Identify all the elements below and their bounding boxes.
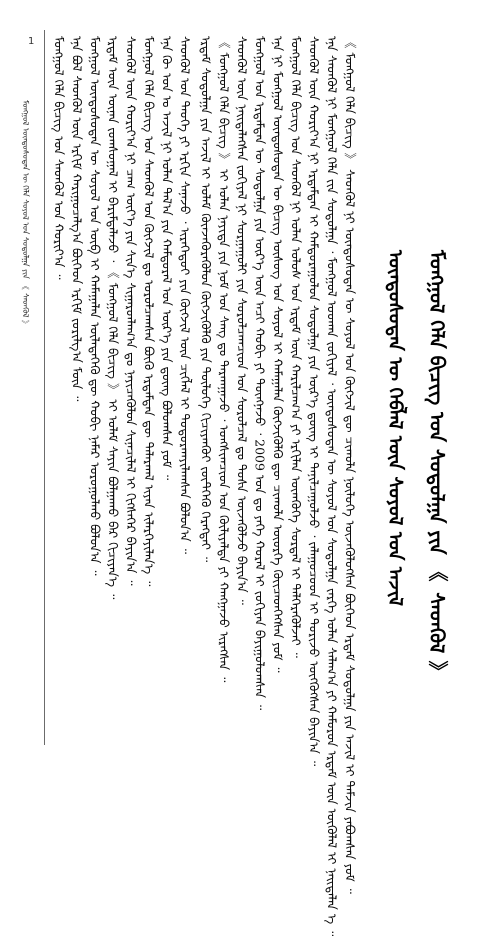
body-line-6: ᠮᠣᠩᠭᠣᠯ ᠤᠨ ᠡᠷᠳᠡᠮᠲᠡᠨ ᠦ ᠰᠤᠳᠤᠯᠭᠠ ᠶᠢᠨ ᠦᠷ᠎ᠡ ᠦᠨ ᠠᠴᠢ ᠬᠤᠪᠢ ᠶᠢ ᠳᠦᠩᠨᠡᠵᠦ ᠂ 2009 ᠣᠨ ᠳᠤ ᠶᠡᠬᠡ ᠬᠤᠷᠠᠯ ᠢ ᠵᠣᠬᠢᠶᠠᠨ ᠪᠠᠶᠢᠭᠤᠯᠤᠭᠰᠠᠨ ᠃ — [252, 36, 268, 711]
body-line-8: 《 ᠮᠣᠩᠭᠣᠯ ᠬᠡᠯᠡ ᠪᠢᠴᠢᠭ 》 ᠢ ᠣᠯᠠᠨ ᠨᠡᠶᠢᠲᠡ ᠶᠢᠨ ᠨᠣᠮ ᠤᠨ ᠰᠠᠩ ᠳᠤ ᠲᠠᠷᠬᠠᠭᠠᠵᠤ ᠂ ᠤᠩᠰᠢᠭᠴᠢᠳ ᠤᠨ ᠬᠦᠯᠢᠶᠡᠯᠲᠡ ᠶᠢ ᠬᠠᠩᠭᠠᠵᠤ ᠢᠷᠡᠭᠰᠡᠨ ᠃ — [216, 36, 232, 683]
body-line-12: ᠮᠣᠩᠭᠣᠯ ᠬᠡᠯᠡ ᠪᠢᠴᠢᠭ ᠤᠨ ᠰᠡᠳᠬᠦᠯ ᠤᠨ ᠬᠥᠭᠵᠢᠯ ᠳᠤ ᠣᠷᠤᠯᠴᠠᠭᠰᠠᠨ ᠪᠦᠬᠦ ᠡᠷᠳᠡᠮᠲᠡᠨ ᠳᠦ ᠲᠠᠯᠠᠷᠬᠠᠯ ᠢᠶᠡᠨ ᠢᠯᠡᠷᠬᠡᠶᠢᠯᠡᠨ᠎ᠡ ᠃ — [141, 36, 157, 587]
body-line-14: ᠡᠷᠳᠡᠮ ᠦᠨ ᠦᠨᠡᠨ ᠵᠣᠭᠰᠣᠭᠠᠯ ᠢ ᠪᠠᠷᠢᠮᠲᠠᠯᠠᠵᠤ ᠂ 《 ᠮᠣᠩᠭᠣᠯ ᠬᠡᠯᠡ ᠪᠢᠴᠢᠭ 》 ᠢ ᠤᠯᠠᠮ ᠰᠠᠶᠢᠨ ᠪᠣᠯᠭᠠᠬᠤ ᠪᠠᠷ ᠬᠢᠴᠢᠶᠡᠨ᠎ᠡ ᠃ — [105, 36, 121, 600]
body-line-10: ᠰᠡᠳᠬᠦᠯ ᠤᠨ ᠲᠡᠦᠬᠡ ᠶᠢ ᠡᠷᠭᠢᠨ ᠰᠠᠨᠠᠵᠤ ᠂ ᠢᠷᠡᠭᠡᠳᠦᠢ ᠶᠢᠨ ᠬᠥᠭᠵᠢᠯ ᠦᠨ ᠴᠢᠭᠯᠡᠯ ᠢ ᠲᠣᠳᠤᠷᠬᠠᠶᠢᠯᠠᠭᠰᠠᠨ ᠪᠤᠯᠤᠨ᠎ᠠ ᠃ — [177, 36, 193, 554]
body-line-2: ᠡᠨᠡ ᠰᠡᠳᠬᠦᠯ ᠨᠢ ᠮᠣᠩᠭᠣᠯ ᠬᠡᠯᠡ ᠵᠢᠨ ᠰᠤᠳᠤᠯᠭᠠ ᠂ ᠮᠣᠩᠭᠣᠯ ᠤᠳᠬᠠ ᠵᠣᠬᠢᠶᠠᠯ ᠂ ᠦᠨᠳᠦᠰᠦᠲᠡᠨ ᠦ ᠰᠣᠶᠣᠯ ᠤᠨ ᠰᠤᠳᠤᠯᠭᠠ ᠵᠡᠷᠭᠡ ᠣᠯᠠᠨ ᠰᠠᠯᠠᠭ᠎ᠠ ᠶᠢ ᠬᠠᠮᠤᠷᠤᠨ ᠡᠷᠳᠡᠮ ᠦᠨ ᠦᠭᠦᠯᠡᠯ ᠢ ᠨᠡᠢᠲᠡᠯᠡᠨ ᠡ ᠃ — [324, 36, 340, 936]
page-number: 1 — [28, 36, 35, 47]
body-line-4: ᠮᠣᠩᠭᠣᠯ ᠬᠡᠯᠡ ᠪᠢᠴᠢᠭ ᠤᠨ ᠰᠡᠳᠬᠦᠯ ᠨᠢ ᠣᠯᠠᠨ ᠤᠯᠤᠰ ᠤᠨ ᠡᠷᠳᠡᠮ ᠦᠨ ᠬᠠᠷᠢᠯᠴᠠᠭ᠎ᠠ ᠶᠢ ᠡᠷᠬᠢᠯᠡᠨ ᠦᠭ᠍ᠭᠦᠭᠡ ᠰᠤᠷᠲᠠᠯ ᠢ ᠳᠡᠯᠭᠡᠷᠡᠭᠦᠯᠵᠡᠢ ᠃ — [288, 36, 304, 658]
body-line-16: ᠡᠨᠡ ᠪᠣᠯ ᠰᠡᠳᠬᠦᠯ ᠦᠨ ᠡᠷᠬᠢᠮ ᠬᠠᠷᠢᠭᠤᠴᠠᠯᠭ᠎ᠠ ᠪᠥᠭᠡᠳ ᠡᠷᠬᠢᠮ ᠵᠣᠷᠢᠯᠭ᠎ᠠ ᠮᠥᠨ ᠃ — [69, 36, 85, 402]
body-line-9: ᠡᠷᠳᠡᠮ ᠰᠤᠳᠤᠯᠭᠠ ᠶᠢᠨ ᠠᠵᠢᠯ ᠢ ᠤᠯᠠᠮ ᠭᠦᠨᠵᠡᠭᠦᠷᠡᠭᠦᠯᠦᠨ ᠬᠥᠭᠵᠢᠭᠦᠯᠬᠦ ᠶᠢᠨ ᠲᠥᠯᠦᠭᠡ ᠬᠢᠴᠢᠶᠡᠨᠭᠦᠢ ᠵᠦᠲᠭᠡᠬᠦ ᠬᠡᠷᠡᠭᠲᠡᠶ ᠃ — [198, 36, 214, 563]
article-title-line-1: ᠮᠣᠩᠭᠣᠯ ᠬᠡᠯᠡ ᠪᠢᠴᠢᠭ ᠤᠨ ᠰᠤᠳᠤᠯᠭᠠ ᠶᠢᠨ 《 ᠰᠡᠳᠬᠦᠯ 》 — [425, 250, 449, 683]
body-line-3: ᠰᠡᠳᠬᠦᠯ ᠦᠨ ᠬᠣᠷᠢᠶ᠎ᠠ ᠨᠢ ᠡᠷᠳᠡᠮᠲᠡᠨ ᠢ ᠬᠠᠮᠲᠤᠷᠠᠭᠤᠯᠤᠨ ᠰᠤᠳᠤᠯᠭᠠ ᠶᠢᠨ ᠦᠷ᠎ᠡ ᠳ᠋ᠦᠩ ᠢ ᠲᠠᠨᠢᠯᠴᠠᠭᠤᠯᠵᠤ ᠂ ᠵᠠᠯᠠᠭᠤᠴᠤᠳ ᠢ ᠲᠣᠷᠢᠵᠤ ᠦᠭᠭᠦᠭᠰᠡᠨ ᠪᠠᠶᠢᠨ᠎ᠠ ᠃ — [306, 36, 322, 767]
header-divider — [44, 30, 45, 745]
article-title-line-2: ᠦᠨᠳᠦᠰᠦᠲᠡᠨ ᠦ ᠬᠡᠪᠯᠡᠯ ᠦᠨ ᠰᠣᠶᠣᠯ ᠤᠨ ᠠᠵᠢᠯ — [384, 250, 406, 607]
body-line-17: ᠮᠣᠩᠭᠣᠯ ᠬᠡᠯᠡ ᠪᠢᠴᠢᠭ ᠤᠨ ᠰᠡᠳᠬᠦᠯ ᠤᠨ ᠬᠣᠷᠢᠶ᠎ᠠ ᠃ — [51, 36, 67, 280]
body-line-11: ᠡᠨᠡ ᠬᠦ ᠣᠨ ᠤ ᠠᠵᠢᠯ ᠨᠢ ᠣᠯᠠᠨ ᠲᠠᠯ᠎ᠠ ᠶᠢᠨ ᠬᠠᠮᠲᠤᠷᠠᠯ ᠤᠨ ᠦᠷ᠎ᠡ ᠶᠢᠨ ᠳ᠋ᠦᠩ ᠪᠣᠯᠤᠭᠰᠠᠨ ᠶᠤᠮ ᠃ — [159, 36, 175, 481]
body-line-13: ᠰᠡᠳᠬᠦᠯ ᠦᠨ ᠬᠣᠷᠢᠶ᠎ᠠ ᠨᠢ ᠴᠠᠭ ᠦᠶ᠎ᠡ ᠶᠢᠨ ᠰᠢᠨ᠎ᠡ ᠰᠢᠭᠠᠷᠳᠯᠠᠭ᠎ᠠ ᠳᠤ ᠨᠡᠶᠢᠴᠡᠭᠦᠯᠦᠨ ᠰᠢᠨᠡᠴᠢᠯᠡᠯ ᠢ ᠬᠢᠭᠰᠡᠭᠡᠷ ᠪᠠᠶᠢᠨ᠎ᠠ ᠃ — [123, 36, 139, 586]
body-line-15: ᠮᠣᠩᠭᠣᠯ ᠦᠨᠳᠦᠰᠦᠲᠡᠨ ᠦ ᠰᠣᠶᠣᠯ ᠤᠨ ᠦᠪ ᠢ ᠬᠠᠮᠠᠭᠠᠯᠠᠨ ᠦᠯᠡᠳᠡᠭᠡᠬᠦ ᠳᠦ ᠬᠤᠪᠢ ᠨᠡᠮᠡᠷ ᠣᠷᠣᠭᠤᠯᠬᠤ ᠪᠣᠯᠤᠨ᠎ᠠ ᠃ — [87, 36, 103, 576]
body-line-1: 《 ᠮᠣᠩᠭᠣᠯ ᠬᠡᠯᠡ ᠪᠢᠴᠢᠭ 》 ᠰᠡᠳᠬᠦᠯ ᠨᠢ ᠦᠨᠳᠦᠰᠦᠲᠡᠨ ᠦ ᠰᠣᠶᠣᠯ ᠤᠨ ᠬᠥᠭᠵᠢᠯ ᠳᠦ ᠴᠢᠬᠤᠯᠠ ᠨᠥᠯᠦᠭᠡ ᠦᠵᠡᠭᠦᠯᠦᠭᠰᠡᠨ ᠪᠥᠭᠡᠳ ᠡᠷᠳᠡᠮ ᠰᠤᠳᠤᠯᠭᠠ ᠶᠢᠨ ᠠᠵᠢᠯ ᠢ ᠳᠡᠮᠵᠢᠨ ᠶᠠᠪᠤᠭᠰᠠᠨ ᠶᠤᠮ ᠃ — [342, 36, 358, 894]
body-line-7: ᠰᠡᠳᠬᠦᠯ ᠦᠨ ᠨᠡᠢᠲᠡᠯᠡᠭᠰᠡᠨ ᠵᠣᠬᠢᠶᠠᠯ ᠨᠢ ᠰᠤᠷᠭᠠᠭᠤᠯᠢ ᠶᠢᠨ ᠰᠤᠷᠤᠯᠴᠠᠭᠴᠢᠳ ᠤᠨ ᠰᠤᠷᠤᠯᠴᠠᠯ ᠳᠤ ᠲᠤᠰᠠ ᠦᠵᠡᠭᠦᠯᠵᠦ ᠪᠠᠶᠢᠨ᠎ᠠ ᠃ — [234, 36, 250, 605]
running-header: ᠮᠣᠩᠭᠣᠯ ᠦᠨᠳᠦᠰᠦᠲᠡᠨ ᠦ ᠬᠡᠯᠡ ᠰᠣᠶᠣᠯ ᠤᠨ ᠰᠤᠳᠤᠯᠭᠠ ᠶᠢᠨ 《 ᠰᠡᠳᠬᠦᠯ 》 — [21, 100, 30, 329]
body-line-5: ᠡᠨᠡ ᠨᠢ ᠮᠣᠩᠭᠣᠯ ᠦᠨᠳᠦᠰᠦᠲᠡᠨ ᠦ ᠪᠢᠴᠢᠭ ᠦᠰᠦᠭ ᠤᠨ ᠰᠣᠶᠣᠯ ᠢ ᠬᠠᠮᠠᠭᠠᠯᠠᠨ ᠬᠥᠭᠵᠢᠭᠦᠯᠬᠦ ᠳᠦ ᠴᠢᠬᠤᠯᠠ ᠦᠦᠷᠭᠡ ᠭᠦᠢᠴᠡᠳᠬᠡᠭᠰᠡᠨ ᠶᠤᠮ ᠃ — [270, 36, 286, 673]
